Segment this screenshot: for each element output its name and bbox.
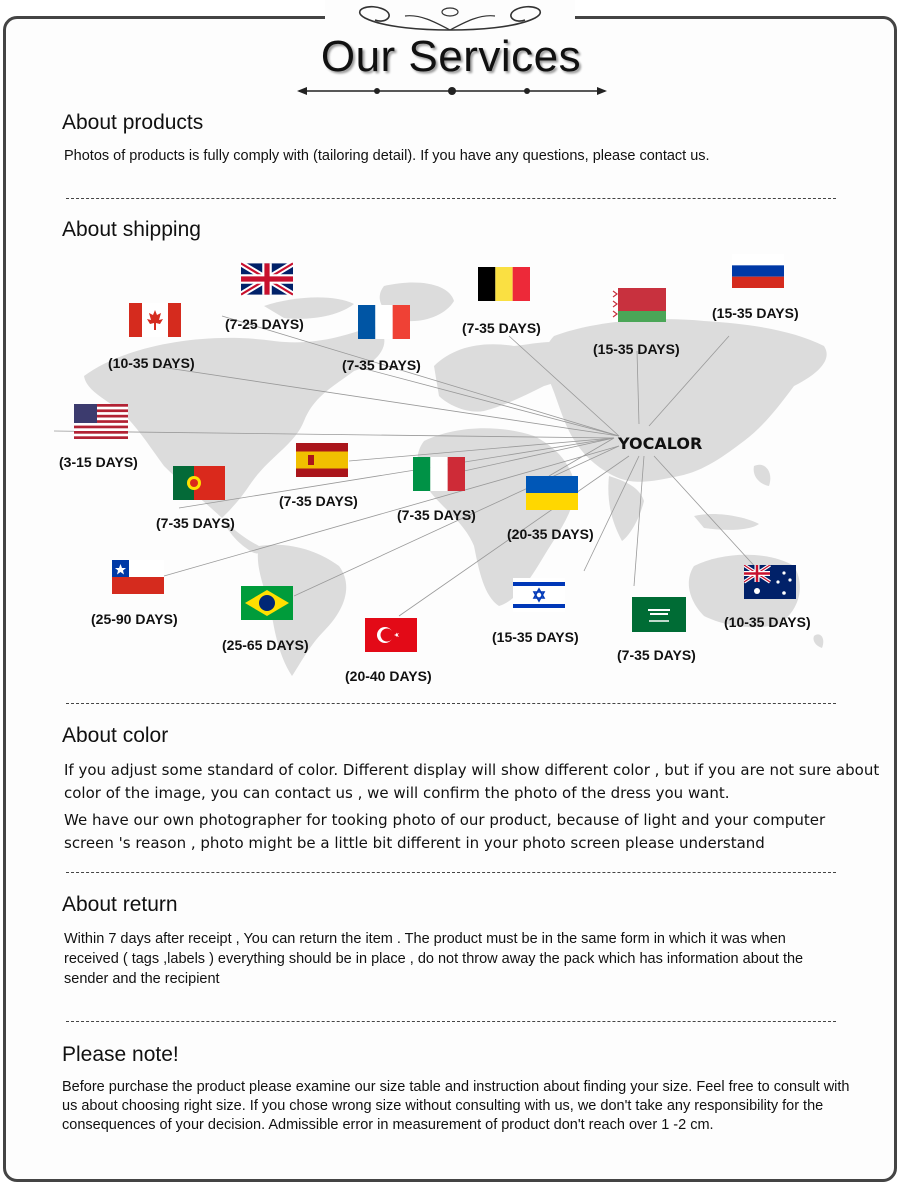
saudi-arabia-flag (632, 597, 686, 632)
belarus-days: (15-35 DAYS) (593, 341, 680, 357)
canada-days: (10-35 DAYS) (108, 355, 195, 371)
canada-flag (129, 303, 181, 337)
page-title: Our Services (320, 32, 582, 81)
chile-flag (112, 560, 164, 594)
products-text: Photos of products is fully comply with (tailoring detail). If you have any questions, please contact us. (64, 148, 710, 164)
turkey-flag (365, 618, 417, 652)
saudi-arabia-days: (7-35 DAYS) (617, 647, 696, 663)
section-divider (66, 872, 836, 873)
portugal-days: (7-35 DAYS) (156, 515, 235, 531)
portugal-flag (173, 466, 225, 500)
section-divider (66, 198, 836, 199)
belgium-days: (7-35 DAYS) (462, 320, 541, 336)
israel-flag (513, 578, 565, 612)
uk-flag (241, 262, 293, 296)
uk-days: (7-25 DAYS) (225, 316, 304, 332)
title-divider (297, 84, 607, 98)
products-heading: About products (62, 111, 204, 134)
australia-flag (744, 565, 796, 599)
australia-days: (10-35 DAYS) (724, 614, 811, 630)
section-divider (66, 703, 836, 704)
shipping-heading: About shipping (62, 218, 201, 241)
section-divider (66, 1021, 836, 1022)
brazil-days: (25-65 DAYS) (222, 637, 309, 653)
france-flag (358, 305, 410, 339)
color-text-line: color of the image, you can contact us , we will confirm the photo of the dress you want. (64, 784, 730, 802)
italy-days: (7-35 DAYS) (397, 507, 476, 523)
color-text-line: screen 's reason , photo might be a little bit different in your photo screen please understand (64, 834, 765, 852)
return-text-line: received ( tags ,labels ) everything should be in place , do not throw away the pack which has information about the (64, 951, 804, 967)
note-text-line: us about choosing right size. If you chose wrong size without consulting with us, we don't take any responsibility for the (62, 1098, 824, 1114)
color-text-line: We have our own photographer for tooking photo of our product, because of light and your computer (64, 811, 826, 829)
spain-days: (7-35 DAYS) (279, 493, 358, 509)
usa-days: (3-15 DAYS) (59, 454, 138, 470)
turkey-days: (20-40 DAYS) (345, 668, 432, 684)
chile-days: (25-90 DAYS) (91, 611, 178, 627)
spain-flag (296, 443, 348, 477)
return-text-line: Within 7 days after receipt , You can return the item . The product must be in the same form in which it was when (64, 931, 786, 947)
france-days: (7-35 DAYS) (342, 357, 421, 373)
note-text-line: consequences of your decision. Admissible error in measurement of product don't reach over 1 -2 cm. (62, 1117, 714, 1133)
return-text-line: sender and the recipient (64, 971, 220, 987)
return-heading: About return (62, 893, 178, 916)
color-text-line: If you adjust some standard of color. Different display will show different color , but if you are not sure about (64, 761, 880, 779)
brand-hub-label: YOCALOR (618, 434, 703, 453)
ukraine-flag (526, 476, 578, 510)
note-heading: Please note! (62, 1043, 179, 1066)
note-text-line: Before purchase the product please examine our size table and instruction about finding your size. Feel free to consult with (62, 1079, 850, 1095)
usa-flag (74, 404, 128, 439)
russia-days: (15-35 DAYS) (712, 305, 799, 321)
ukraine-days: (20-35 DAYS) (507, 526, 594, 542)
russia-flag (732, 254, 784, 288)
belarus-flag (612, 288, 666, 322)
italy-flag (413, 457, 465, 491)
belgium-flag (478, 267, 530, 301)
israel-days: (15-35 DAYS) (492, 629, 579, 645)
color-heading: About color (62, 724, 169, 747)
brazil-flag (241, 586, 293, 620)
